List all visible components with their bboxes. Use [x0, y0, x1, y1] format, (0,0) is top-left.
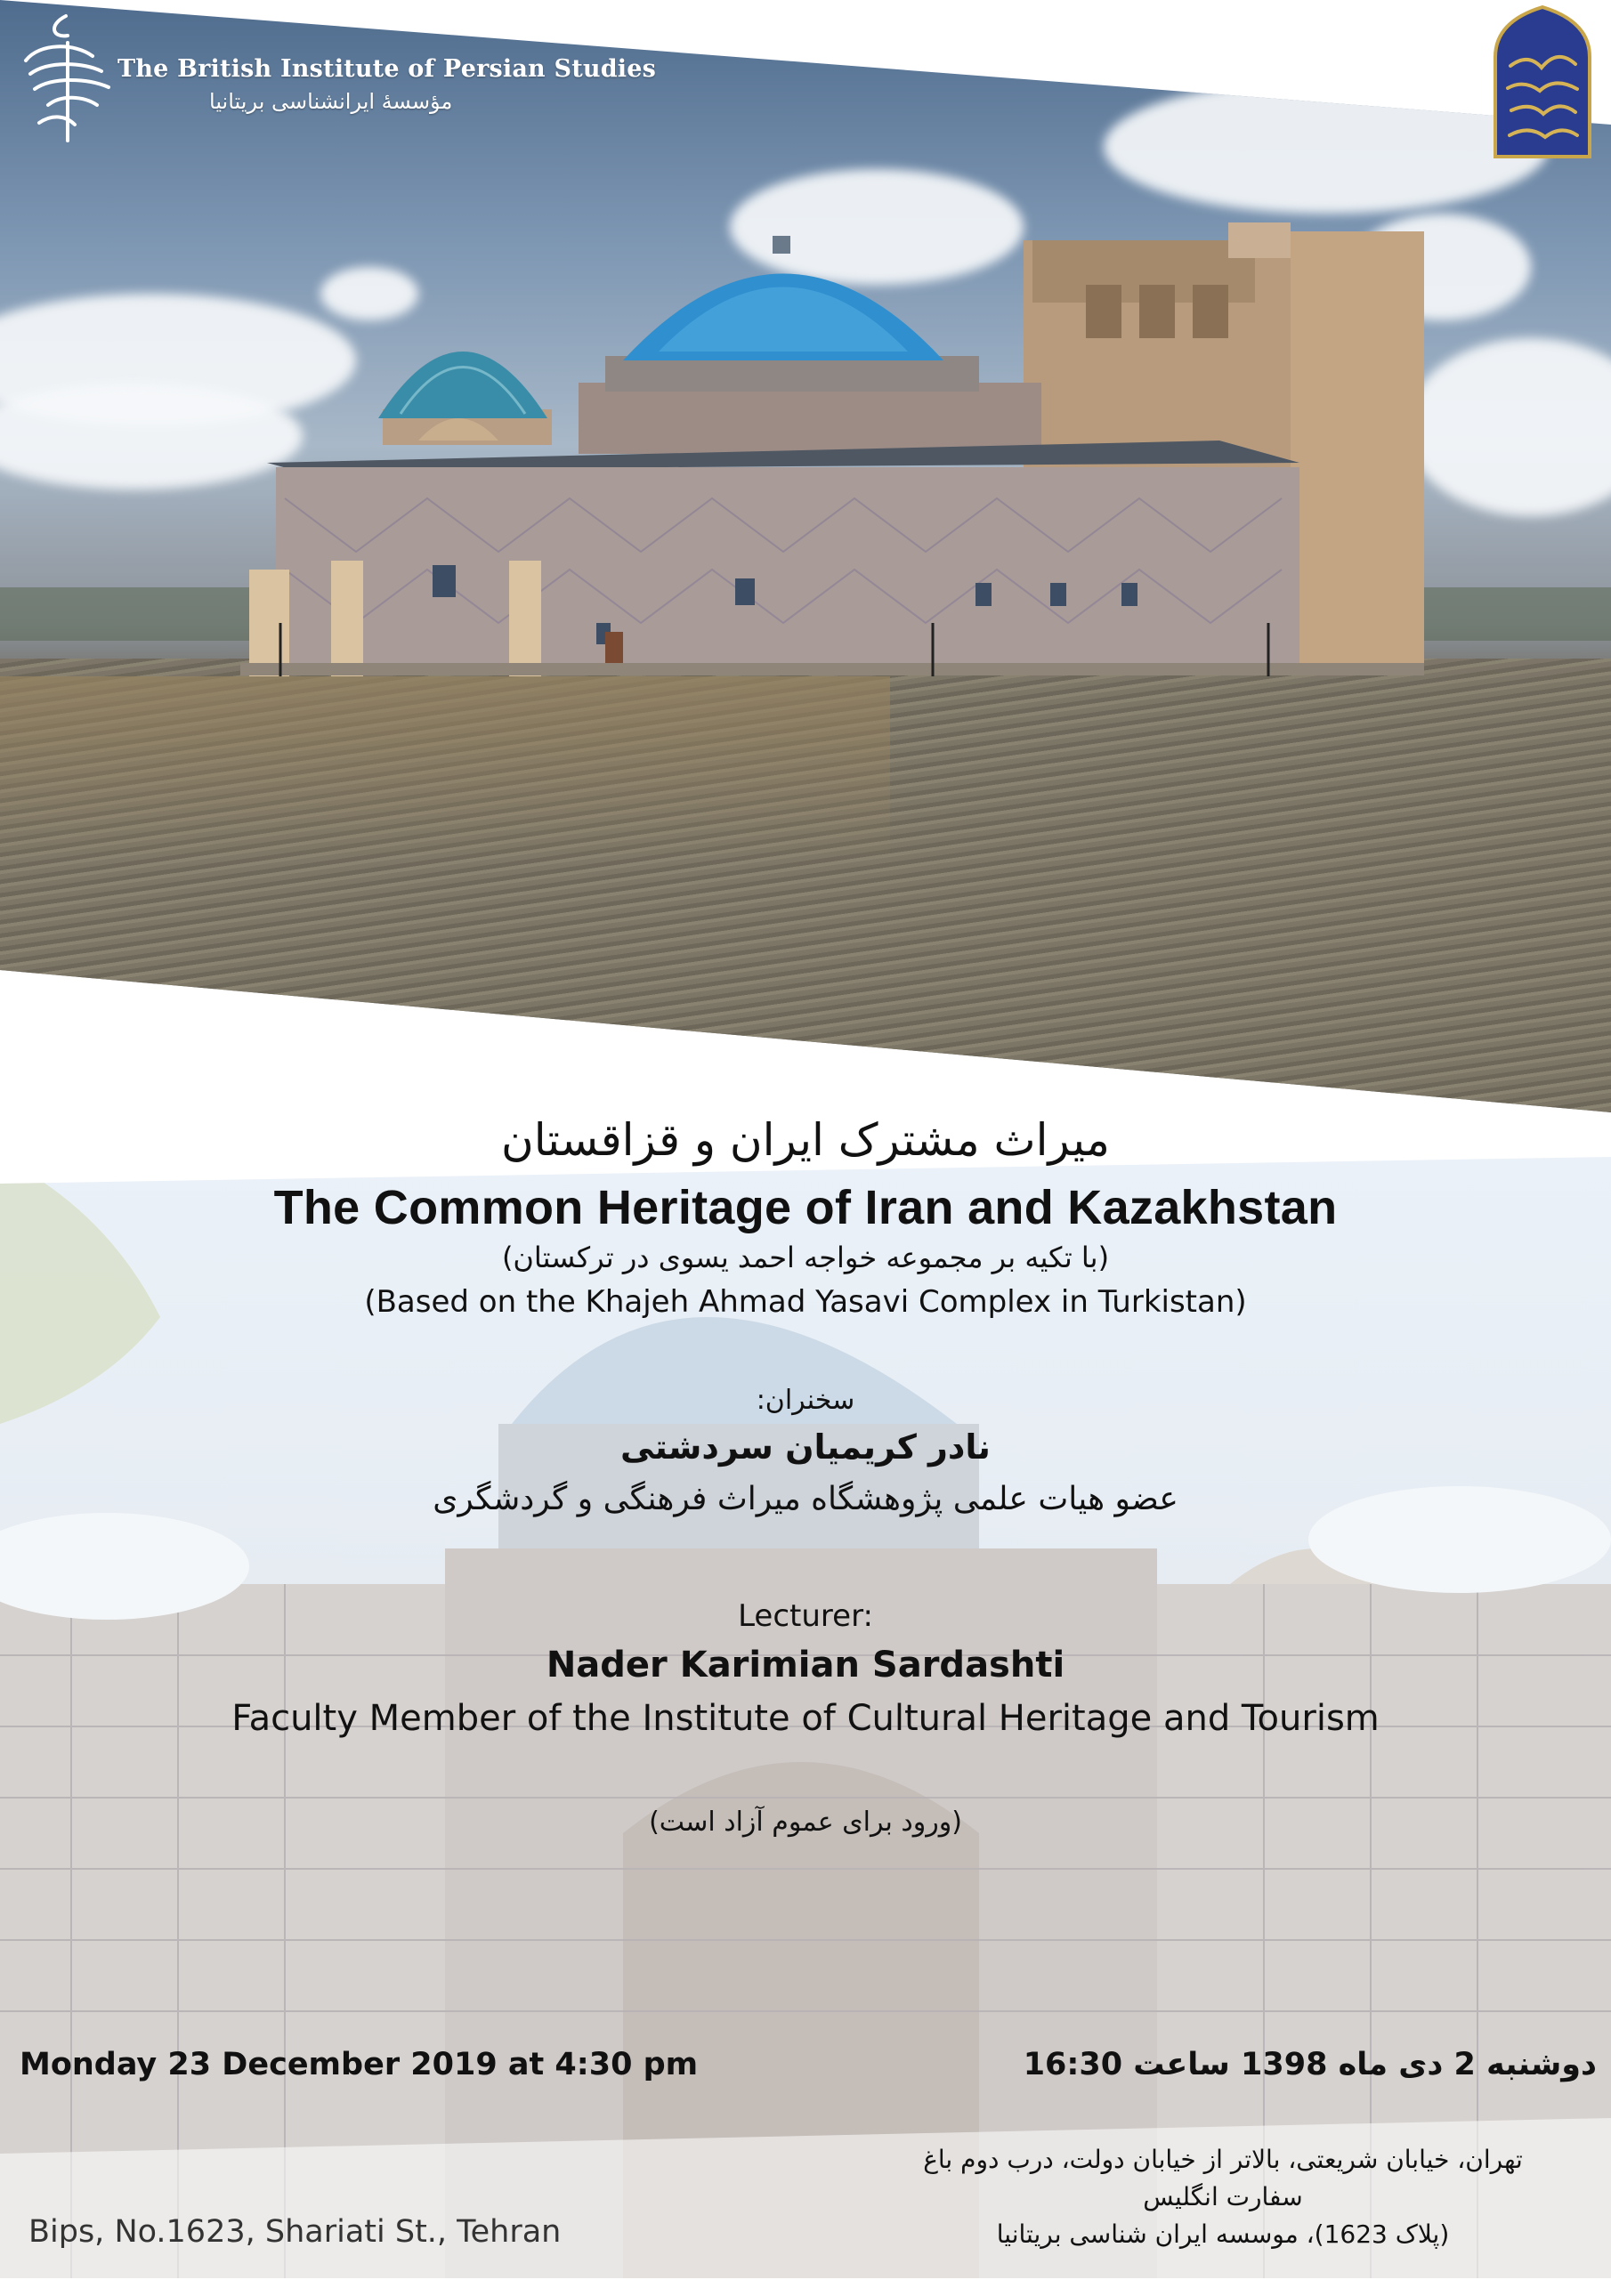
- address-fa-line: تهران، خیابان شریعتی، بالاتر از خیابان دولت، درب دوم باغ: [923, 2145, 1523, 2174]
- title-fa: میراث مشترک ایران و قزاقستان: [501, 1114, 1110, 1166]
- speaker-label-fa: سخنران:: [756, 1385, 855, 1416]
- address-en: Bips, No.1623, Shariati St., Tehran: [28, 2214, 562, 2250]
- persian-emblem-icon: [1488, 4, 1597, 160]
- institute-name-en: The British Institute of Persian Studies: [117, 55, 657, 83]
- speaker-name-fa: نادر کریمیان سردشتی: [620, 1427, 991, 1467]
- speaker-role-fa: عضو هیات علمی پژوهشگاه میراث فرهنگی و گردشگری: [433, 1481, 1178, 1517]
- address-fa: [858, 2141, 1588, 2253]
- subtitle-fa: (با تکیه بر مجموعه خواجه احمد یسوی در ترکستان): [501, 1241, 1110, 1274]
- speaker-name-en: Nader Karimian Sardashti: [546, 1645, 1065, 1686]
- subtitle-en: (Based on the Khajeh Ahmad Yasavi Complex in Turkistan): [364, 1284, 1247, 1320]
- address-fa-line: (پلاک 1623)، موسسه ایران شناسی بریتانیا: [996, 2219, 1450, 2249]
- mausoleum-photo: [0, 0, 1611, 1112]
- event-date-en: Monday 23 December 2019 at 4:30 pm: [20, 2047, 699, 2082]
- bips-calligraphy-logo-icon: [12, 7, 119, 150]
- event-date-fa: دوشنبه 2 دی ماه 1398 ساعت 16:30: [1023, 2047, 1597, 2082]
- entry-note-fa: (ورود برای عموم آزاد است): [649, 1807, 962, 1838]
- address-fa-line: سفارت انگلیس: [1143, 2182, 1303, 2211]
- title-en: The Common Heritage of Iran and Kazakhstan: [273, 1181, 1338, 1234]
- speaker-role-en: Faculty Member of the Institute of Cultural Heritage and Tourism: [231, 1698, 1380, 1739]
- mausoleum-illustration: [0, 0, 1611, 1112]
- institute-name-fa: مؤسسهٔ ایرانشناسی بریتانیا: [209, 89, 453, 114]
- speaker-label-en: Lecturer:: [738, 1598, 873, 1634]
